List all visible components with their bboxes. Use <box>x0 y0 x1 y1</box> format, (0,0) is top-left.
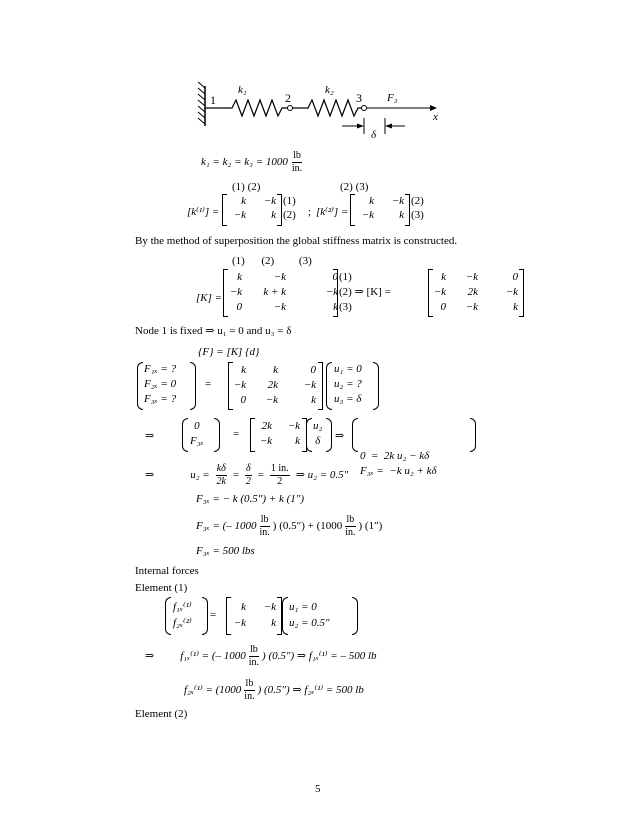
k1-matrix: k −k −k k <box>233 195 276 221</box>
superposition-text: By the method of superposition the global stiffness matrix is constructed. <box>135 235 458 247</box>
reduced-equals: = <box>233 428 240 440</box>
system-equals: = <box>205 378 212 390</box>
global-k-label: [K] = <box>196 292 223 304</box>
delta-label: δ <box>371 129 377 140</box>
global-k-matrix-result: k −k 0 −k 2k −k 0 −k k <box>433 271 518 313</box>
f2x-line: f₂ₓ⁽¹⁾ = (1000 $\frac{lb}{in.}$ ) (0.5″) ⇒ f₂ₓ⁽¹⁾ = 500 lb <box>184 677 364 702</box>
internal-forces-heading: Internal forces <box>135 565 199 577</box>
element-2-heading: Element (2) <box>135 708 188 720</box>
f3x-line-2: F₃ₓ = (– 1000 $\frac{lb}{in.}$ ) (0.5″) + (1000 $\frac{lb}{in.}$ ) (1″) <box>196 513 383 538</box>
k2-label: k₂ <box>325 84 334 96</box>
global-col-labels: (1) (2) (3) <box>232 255 312 267</box>
k2-matrix: k −k −k k <box>361 195 404 221</box>
force-label: F₃ <box>387 92 398 104</box>
reduced-displacement-vector: u₂ δ <box>313 420 323 447</box>
stiffness-lhs: k₁ = k₂ = k₃ = 1000 <box>201 156 288 168</box>
reduced-result: 0 = 2k u₂ − kδ F₃ₓ = −k u₂ + kδ <box>360 450 437 477</box>
reduced-k-matrix: 2k −k −k k <box>259 420 300 447</box>
f3x-line-1: F₃ₓ = − k (0.5″) + k (1″) <box>196 493 305 505</box>
global-k-matrix: k −k 0 −k k + k −k 0 −k k <box>229 271 338 313</box>
spring-1 <box>205 100 288 116</box>
m2-row-labels: (2) (3) <box>411 195 424 221</box>
node-3-label: 3 <box>356 91 362 105</box>
node1-fixed-text: Node 1 is fixed ⇒ u₁ = 0 and u₃ = δ <box>135 325 292 337</box>
page-number: 5 <box>315 783 321 795</box>
fkd-equation: {F} = [K] {d} <box>198 346 260 358</box>
element-1-heading: Element (1) <box>135 582 188 594</box>
reduced-arrow: ⇒ <box>145 430 155 442</box>
k1-label: k₁ <box>238 84 247 96</box>
m1-col-labels: (1) (2) <box>232 181 261 193</box>
unit-fraction: $\frac{lb}{in.}$ <box>291 150 303 174</box>
k2-matrix-label: [k⁽²⁾] = <box>316 206 349 218</box>
spring-system-figure <box>190 78 450 140</box>
global-row-labels: (1) (2) ⇒ [K] = (3) <box>339 271 391 313</box>
node-1-label: 1 <box>210 93 216 107</box>
element1-displacement-vector: u₁ = 0 u₂ = 0.5″ <box>289 601 330 629</box>
matrix-separator: ; <box>308 206 312 218</box>
reduced-arrow-2: ⇒ <box>335 430 345 442</box>
spring-2 <box>292 100 362 116</box>
f3x-line-3: F₃ₓ = 500 lbs <box>196 545 255 557</box>
element1-force-vector: f₁ₓ⁽¹⁾ f₂ₓ⁽²⁾ <box>173 601 192 629</box>
stiffness-equation <box>201 150 302 175</box>
displacement-vector: u₁ = 0 u₂ = ? u₃ = δ <box>334 363 362 405</box>
m2-col-labels: (2) (3) <box>340 181 369 193</box>
m1-row-labels: (1) (2) <box>283 195 296 221</box>
reduced-force-vector: 0 F₃ₓ <box>190 420 204 447</box>
system-k-matrix: k k 0 −k 2k −k 0 −k k <box>233 364 316 406</box>
node-2-label: 2 <box>285 91 291 105</box>
element1-k-matrix: k −k −k k <box>233 601 276 629</box>
k1-matrix-label: [k⁽¹⁾] = <box>187 206 220 218</box>
x-axis-label: x <box>433 111 438 123</box>
element1-equals: = <box>210 609 217 621</box>
f1x-line: ⇒ f₁ₓ⁽¹⁾ = (– 1000 $\frac{lb}{in.}$ ) (0.5″) ⇒ f₁ₓ⁽¹⁾ = – 500 lb <box>145 643 377 668</box>
force-vector: F₁ₓ = ? F₂ₓ = 0 F₃ₓ = ? <box>144 363 177 405</box>
u2-solution: ⇒ u₂ = $\frac{k\delta}{2k}$ = $\frac{\delta}{2}$ = $\frac{1 in.}{2}$ ⇒ u₂ = 0.5″ <box>145 462 349 487</box>
